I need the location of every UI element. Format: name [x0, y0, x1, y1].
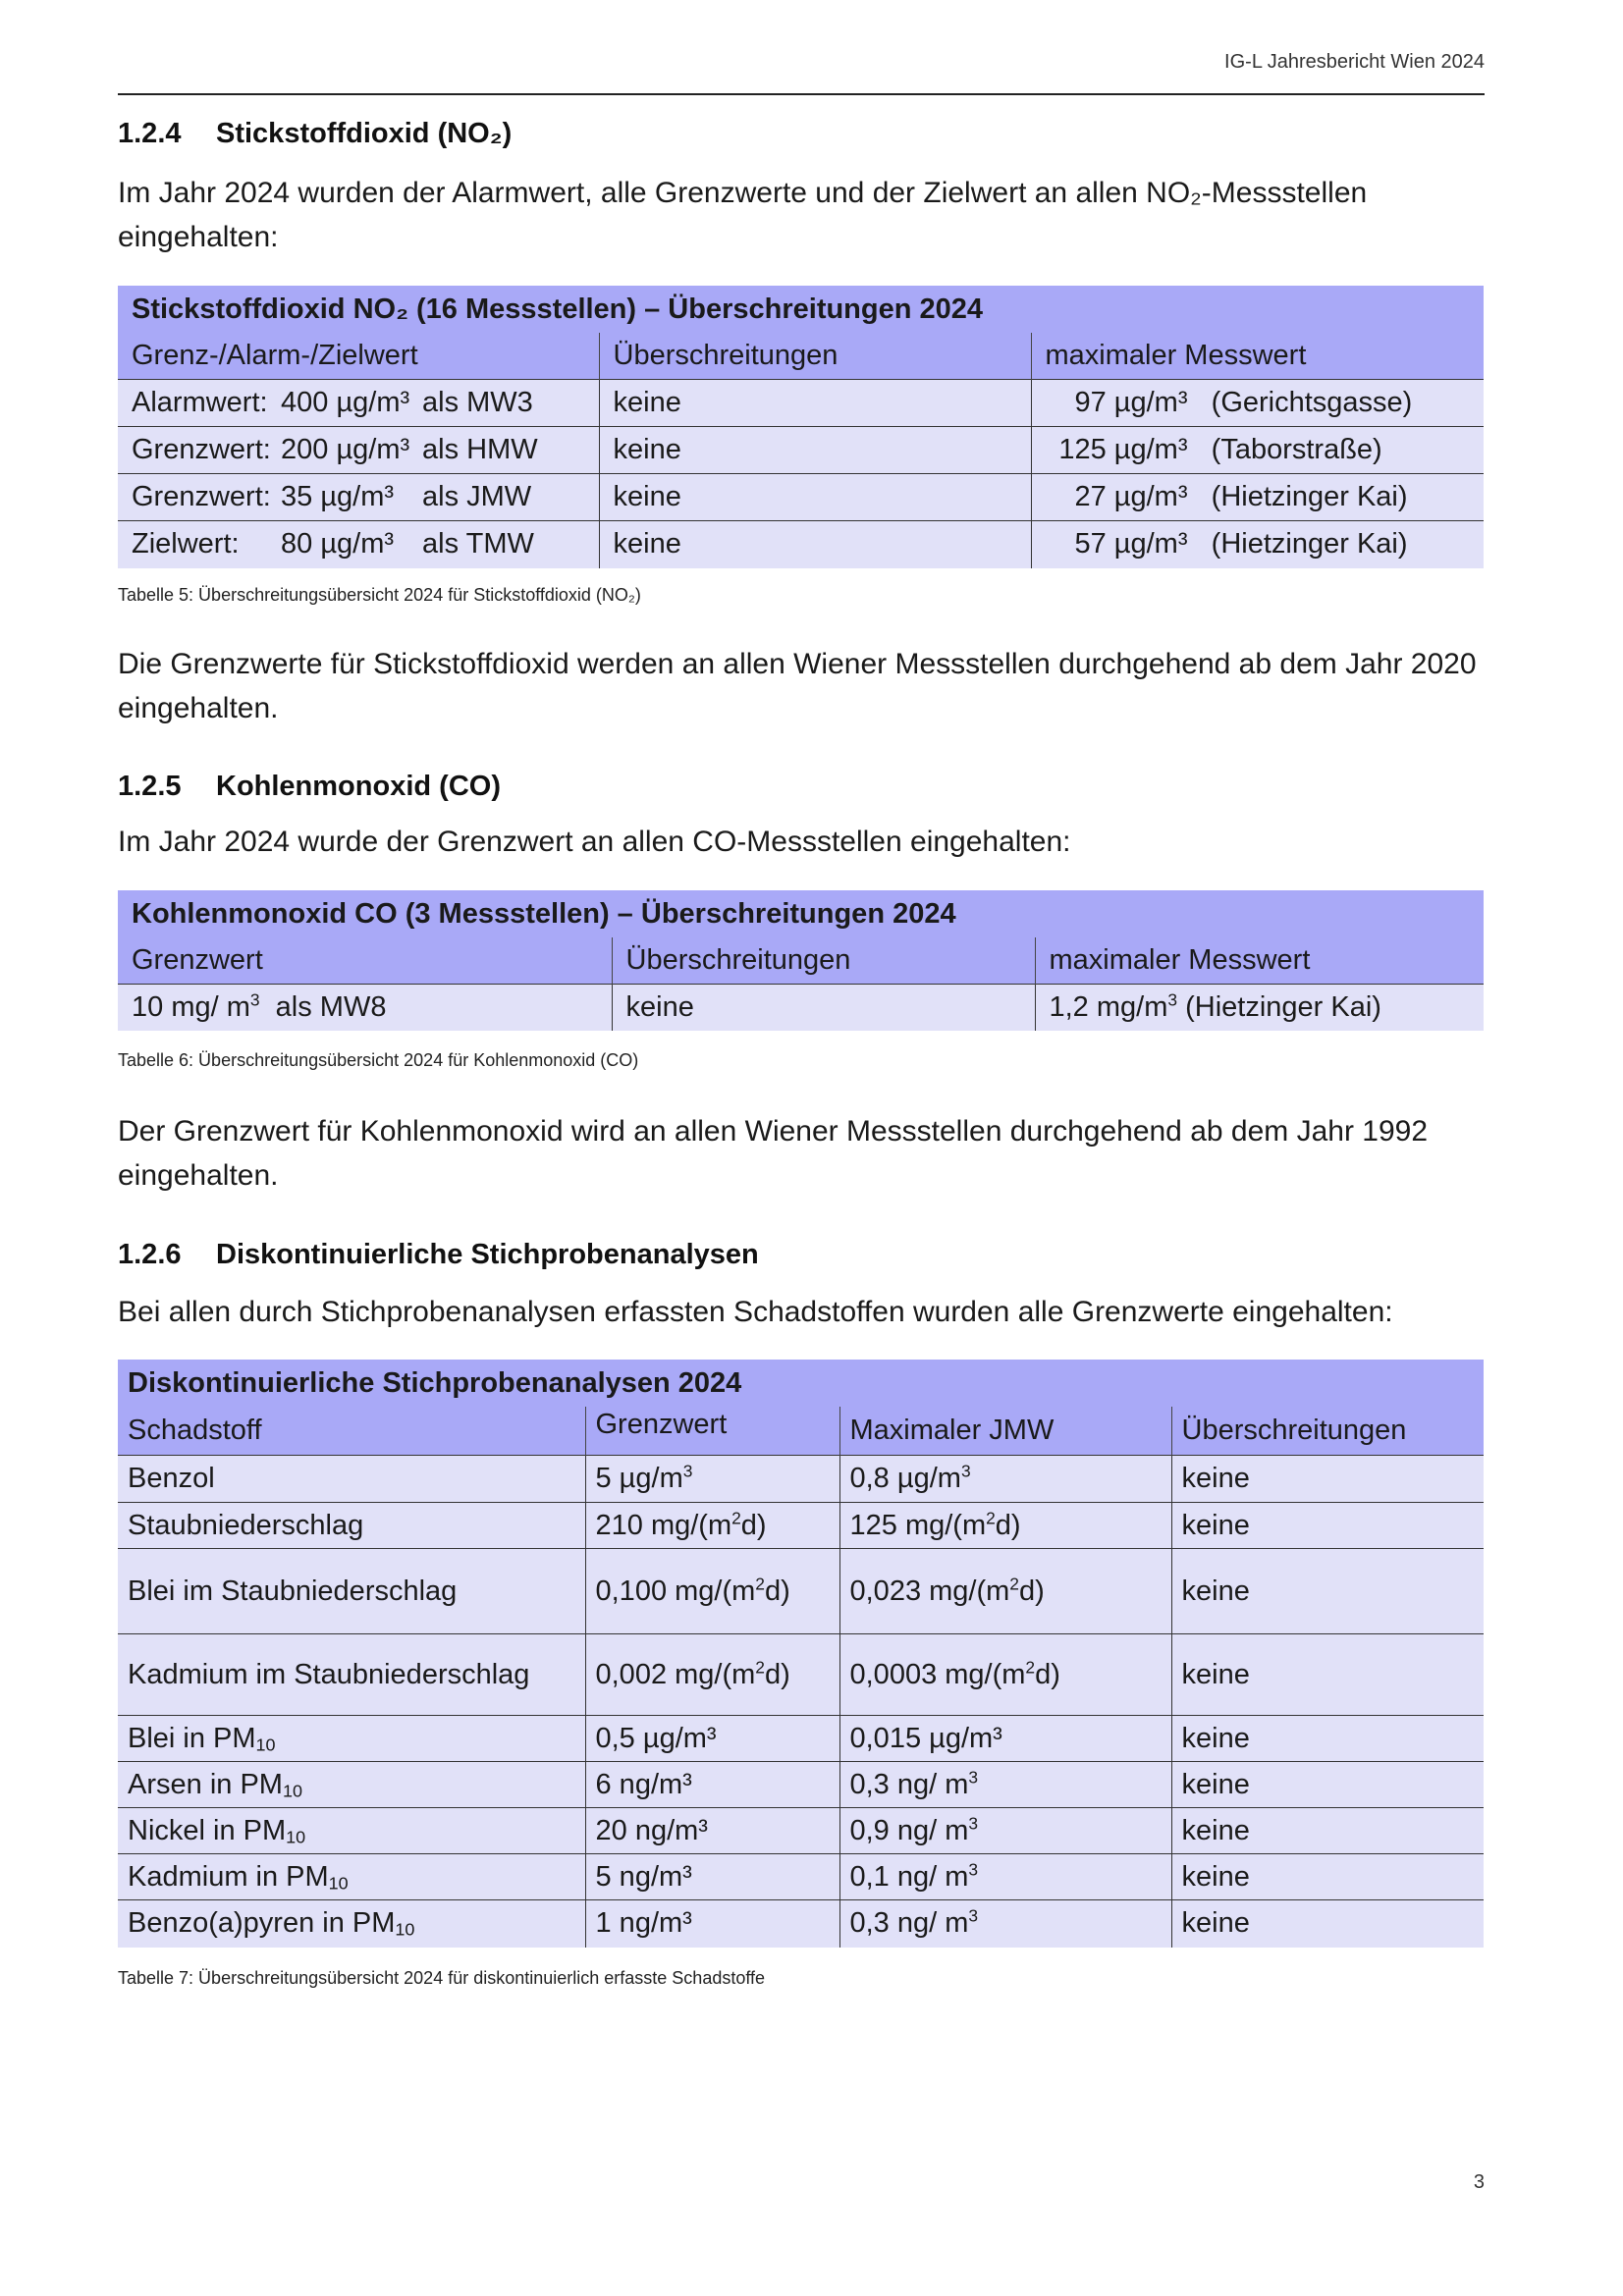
max-cell: 1,2 $mg/m^3$ (Hietzinger Kai)	[1035, 985, 1484, 1031]
table-stich	[118, 1360, 1484, 1948]
limit-cell: Grenzwert: 200 µg/m³ als HMW	[118, 427, 599, 474]
exceed-cell: keine	[1171, 1503, 1484, 1549]
table-co-col-limit: Grenzwert	[118, 937, 612, 985]
exceed-cell: keine	[599, 521, 1031, 568]
limit-cell: 1 ng/m³	[585, 1900, 839, 1948]
table-row	[118, 427, 1484, 474]
table-stich-col-limit: Grenzwert	[585, 1407, 839, 1456]
table-row	[118, 1634, 1484, 1716]
exceed-cell: keine	[1171, 1762, 1484, 1808]
max-cell: 0,023 $mg/(m^2d)$	[839, 1549, 1171, 1634]
table-row	[118, 1549, 1484, 1634]
page-number: 3	[1473, 2171, 1485, 2193]
exceed-cell: keine	[599, 474, 1031, 521]
heading-co-title: Kohlenmonoxid (CO)	[216, 771, 501, 802]
max-cell: 0,3 ng/ $m^3$	[839, 1762, 1171, 1808]
no2-note-line2: eingehalten.	[118, 692, 279, 724]
no2-intro-line2: eingehalten:	[118, 221, 279, 253]
exceed-cell: keine	[1171, 1634, 1484, 1716]
table-no2-col-max: maximaler Messwert	[1031, 333, 1484, 380]
table-row	[118, 1503, 1484, 1549]
exceed-cell: keine	[599, 380, 1031, 427]
table-row	[118, 1808, 1484, 1854]
table-stich-col-pollutant: Schadstoff	[118, 1407, 585, 1456]
table-row	[118, 1456, 1484, 1503]
table-stich-col-max: Maximaler JMW	[839, 1407, 1171, 1456]
heading-stich-title: Diskontinuierliche Stichprobenanalysen	[216, 1239, 759, 1270]
max-cell: 0,9 ng/ $m^3$	[839, 1808, 1171, 1854]
table-stich-header-row	[118, 1407, 1484, 1456]
limit-cell: 5 ng/m³	[585, 1854, 839, 1900]
pollutant-cell: Kadmium im Staubniederschlag	[118, 1634, 585, 1716]
table-co-col-exceed: Überschreitungen	[612, 937, 1035, 985]
limit-cell: 0,5 µg/m³	[585, 1716, 839, 1762]
table-no2-col-limit: Grenz-/Alarm-/Zielwert	[118, 333, 599, 380]
exceed-cell: keine	[1171, 1808, 1484, 1854]
pollutant-cell: Benzol	[118, 1456, 585, 1503]
heading-no2-title: Stickstoffdioxid (NO₂)	[216, 118, 513, 149]
table-no2-col-exceed: Überschreitungen	[599, 333, 1031, 380]
exceed-cell: keine	[612, 985, 1035, 1031]
table-row	[118, 474, 1484, 521]
heading-no2	[118, 118, 512, 150]
running-header: IG-L Jahresbericht Wien 2024	[1224, 51, 1485, 73]
pollutant-cell: Blei im Staubniederschlag	[118, 1549, 585, 1634]
table-stich-title-row	[118, 1360, 1484, 1407]
limit-cell: 5 $\mu g/m^3$	[585, 1456, 839, 1503]
max-cell: 0,8 $\mu g/m^3$	[839, 1456, 1171, 1503]
pollutant-cell: Kadmium in $PM_{10}$	[118, 1854, 585, 1900]
no2-intro-line1: Im Jahr 2024 wurden der Alarmwert, alle Grenzwerte und der Zielwert an allen NO₂-Messstellen	[118, 177, 1368, 209]
max-cell: 0,3 ng/ $m^3$	[839, 1900, 1171, 1948]
max-cell: 97 µg/m³ (Gerichtsgasse)	[1031, 380, 1484, 427]
limit-cell: 10 mg/ $m^3$ als MW8	[118, 985, 612, 1031]
exceed-cell: keine	[599, 427, 1031, 474]
table-row	[118, 1716, 1484, 1762]
max-cell: 0,015 µg/m³	[839, 1716, 1171, 1762]
exceed-cell: keine	[1171, 1549, 1484, 1634]
heading-stich	[118, 1239, 759, 1271]
max-cell: 125 µg/m³ (Taborstraße)	[1031, 427, 1484, 474]
heading-stich-number: 1.2.6	[118, 1239, 182, 1270]
max-cell: 125 $mg/(m^2d)$	[839, 1503, 1171, 1549]
table-co-col-max: maximaler Messwert	[1035, 937, 1484, 985]
pollutant-cell: Arsen in $PM_{10}$	[118, 1762, 585, 1808]
pollutant-cell: Nickel in $PM_{10}$	[118, 1808, 585, 1854]
heading-co	[118, 771, 501, 803]
max-cell: 27 µg/m³ (Hietzinger Kai)	[1031, 474, 1484, 521]
header-rule	[118, 93, 1485, 95]
exceed-cell: keine	[1171, 1716, 1484, 1762]
table-stich-col-exceed: Überschreitungen	[1171, 1407, 1484, 1456]
max-cell: 0,0003 $mg/(m^2d)$	[839, 1634, 1171, 1716]
co-note-line2: eingehalten.	[118, 1159, 279, 1192]
no2-note	[118, 642, 1485, 730]
max-cell: 0,1 ng/ $m^3$	[839, 1854, 1171, 1900]
no2-note-line1: Die Grenzwerte für Stickstoffdioxid werden an allen Wiener Messstellen durchgehend ab dem Jahr 2020	[118, 648, 1477, 680]
table-row	[118, 985, 1484, 1031]
pollutant-cell: Staubniederschlag	[118, 1503, 585, 1549]
table-co	[118, 890, 1484, 1031]
heading-co-number: 1.2.5	[118, 771, 182, 802]
exceed-cell: keine	[1171, 1900, 1484, 1948]
co-intro: Im Jahr 2024 wurde der Grenzwert an allen CO-Messstellen eingehalten:	[118, 826, 1071, 858]
co-note	[118, 1109, 1485, 1198]
no2-intro	[118, 171, 1485, 259]
limit-cell: 6 ng/m³	[585, 1762, 839, 1808]
table-no2-header-row	[118, 333, 1484, 380]
limit-cell: 0,002 $mg/(m^2d)$	[585, 1634, 839, 1716]
pollutant-cell: Blei in $PM_{10}$	[118, 1716, 585, 1762]
table-no2-title: Stickstoffdioxid NO₂ (16 Messstellen) – Überschreitungen 2024	[118, 286, 1484, 333]
limit-cell: Grenzwert: 35 µg/m³ als JMW	[118, 474, 599, 521]
max-cell: 57 µg/m³ (Hietzinger Kai)	[1031, 521, 1484, 568]
limit-cell: Zielwert: 80 µg/m³ als TMW	[118, 521, 599, 568]
table-co-header-row	[118, 937, 1484, 985]
pollutant-cell: Benzo(a)pyren in $PM_{10}$	[118, 1900, 585, 1948]
caption-table-5: Tabelle 5: Überschreitungsübersicht 2024 für Stickstoffdioxid (NO₂)	[118, 585, 641, 605]
exceed-cell: keine	[1171, 1456, 1484, 1503]
caption-table-7: Tabelle 7: Überschreitungsübersicht 2024 für diskontinuierlich erfasste Schadstoffe	[118, 1968, 766, 1988]
table-row	[118, 1854, 1484, 1900]
table-row	[118, 521, 1484, 568]
caption-table-6: Tabelle 6: Überschreitungsübersicht 2024 für Kohlenmonoxid (CO)	[118, 1050, 639, 1070]
table-no2	[118, 286, 1484, 568]
table-stich-title: Diskontinuierliche Stichprobenanalysen 2024	[118, 1360, 1484, 1407]
table-row	[118, 380, 1484, 427]
table-row	[118, 1900, 1484, 1948]
heading-no2-number: 1.2.4	[118, 118, 182, 149]
exceed-cell: keine	[1171, 1854, 1484, 1900]
limit-cell: 210 $mg/(m^2d)$	[585, 1503, 839, 1549]
table-no2-title-row	[118, 286, 1484, 333]
table-row	[118, 1762, 1484, 1808]
limit-cell: 20 ng/m³	[585, 1808, 839, 1854]
limit-cell: 0,100 $mg/(m^2d)$	[585, 1549, 839, 1634]
table-co-title-row	[118, 890, 1484, 937]
co-note-line1: Der Grenzwert für Kohlenmonoxid wird an allen Wiener Messstellen durchgehend ab dem Jahr 1992	[118, 1115, 1429, 1148]
limit-cell: Alarmwert: 400 µg/m³ als MW3	[118, 380, 599, 427]
table-co-title: Kohlenmonoxid CO (3 Messstellen) – Überschreitungen 2024	[118, 890, 1484, 937]
stich-intro: Bei allen durch Stichprobenanalysen erfassten Schadstoffen wurden alle Grenzwerte eingehalten:	[118, 1296, 1393, 1328]
